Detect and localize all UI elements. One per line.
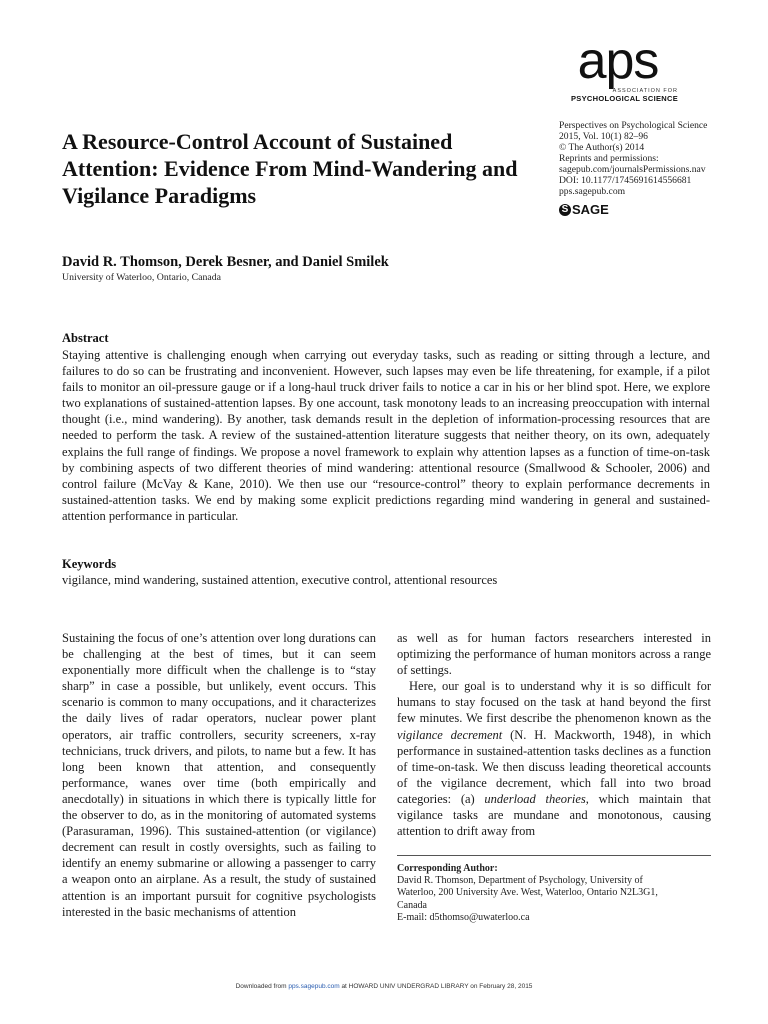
body-paragraph — [397, 678, 711, 839]
authors: David R. Thomson, Derek Besner, and Daniel Smilek — [62, 254, 389, 270]
corresponding-author — [397, 863, 711, 924]
journal-volume: 2015, Vol. 10(1) 82–96 — [559, 131, 648, 142]
body-left-column — [62, 630, 376, 920]
journal-logo — [558, 32, 678, 103]
body-paragraph: as well as for human factors researchers interested in optimizing the performance of human monitors across a range of settings. — [397, 631, 711, 678]
sage-circle-icon: S — [559, 204, 571, 216]
corresponding-line: David R. Thomson, Department of Psychology, University of — [397, 875, 643, 887]
sage-logo — [559, 202, 609, 217]
emphasis-term: underload theories — [484, 791, 586, 806]
footnote-divider — [397, 855, 711, 856]
footer-prefix: Downloaded from — [235, 983, 289, 990]
article-title: A Resource-Control Account of Sustained Attention: Evidence From Mind-Wandering and Vigilance Paradigms — [62, 129, 518, 208]
reprints-label: Reprints and permissions: — [559, 153, 659, 164]
body-right-column — [397, 630, 711, 839]
keywords-heading: Keywords — [62, 557, 117, 571]
footer-suffix: at HOWARD UNIV UNDERGRAD LIBRARY on February 28, 2015 — [339, 983, 533, 990]
download-footer — [0, 983, 768, 990]
text-run: , which maintain that vigilance tasks are mundane and monotonous, causing attention to drift away from — [397, 791, 711, 839]
emphasis-term: vigilance decrement — [397, 727, 503, 742]
text-run: Here, our goal is to understand why it is so difficult for humans to stay focused on the task at hand beyond the first few minutes. We first describe the phenomenon known as the — [397, 679, 711, 726]
corresponding-line: Canada — [397, 899, 427, 911]
journal-name: Perspectives on Psychological Science — [559, 120, 708, 131]
sage-text: SAGE — [572, 202, 609, 217]
logo-name: PSYCHOLOGICAL SCIENCE — [570, 94, 678, 103]
abstract-text: Staying attentive is challenging enough when carrying out everyday tasks, such as reading or sitting through a lecture, and failures to do so can be frustrating and inconvenient. However, such lapses may even be life threatening, for example, if a pilot fails to monitor an oil-pressure gauge or if a long-haul truck driver fails to notice a car in his or her blind spot. Here, we explore two explanations of sustained-attention lapses. By one account, task monotony leads to an increasing preoccupation with internal thought (i.e., mind wandering). By another, task demands result in the depletion of information-processing resources that are needed to perform the task. A review of the sustained-attention literature suggests that neither theory, on its own, adequately explains the full range of findings. We propose a novel framework to explain why attention lapses as a function of time-on-task by combining aspects of two different theories of mind wandering: attentional resource (Smallwood & Schooler, 2006) and control failure (McVay & Kane, 2010). We then use our “resource-control” theory to explain performance decrements in sustained-attention tasks. We end by making some explicit predictions regarding mind wandering in general and sustained-attention performance in particular. — [62, 348, 710, 523]
abstract-heading: Abstract — [62, 331, 109, 345]
logo-assoc: ASSOCIATION FOR — [612, 88, 678, 94]
keywords-text: vigilance, mind wandering, sustained attention, executive control, attentional resources — [62, 573, 498, 587]
corresponding-email[interactable]: E-mail: d5thomso@uwaterloo.ca — [397, 911, 530, 923]
journal-url[interactable]: pps.sagepub.com — [559, 186, 626, 197]
journal-info — [559, 120, 749, 197]
corresponding-heading: Corresponding Author: — [397, 863, 498, 874]
corresponding-line: Waterloo, 200 University Ave. West, Waterloo, Ontario N2L3G1, — [397, 887, 658, 899]
footer-link[interactable]: pps.sagepub.com — [288, 983, 340, 990]
permissions-link[interactable]: sagepub.com/journalsPermissions.nav — [559, 164, 706, 175]
affiliation: University of Waterloo, Ontario, Canada — [62, 272, 222, 283]
body-paragraph: Sustaining the focus of one’s attention over long durations can be challenging at the best of times, but it can seem exponentially more difficult when the challenge is to “stay sharp” in case a possible, but unlikely, event occurs. This scenario is common to many occupations, and it characterizes the daily lives of radar operators, nuclear power plant operators, air traffic controllers, security screeners, x-ray technicians, truck drivers, and pilots, to name but a few. It has long been known that attention, and consequently performance, wanes over time (both empirically and anecdotally) in situations in which there is typically little for the observer to do, as in the monitoring of automated systems (Parasuraman, 1996). This sustained-attention (or vigilance) decrement can result in costly oversights, such as failing to identify an enemy submarine or allowing a passenger to carry a weapon onto an airplane. As a result, the study of sustained attention is an important pursuit for cognitive psychologists interested in the basic mechanisms of attention — [62, 631, 376, 919]
doi: DOI: 10.1177/1745691614556681 — [559, 175, 692, 186]
text-run: (N. H. Mackworth, 1948), in which performance in sustained-attention tasks declines as a function of time-on-task. We then discuss leading theoretical accounts of the vigilance decrement, which fall into two broad categories: (a) — [397, 727, 712, 806]
logo-mark: aps — [577, 32, 659, 90]
copyright: © The Author(s) 2014 — [559, 142, 645, 153]
